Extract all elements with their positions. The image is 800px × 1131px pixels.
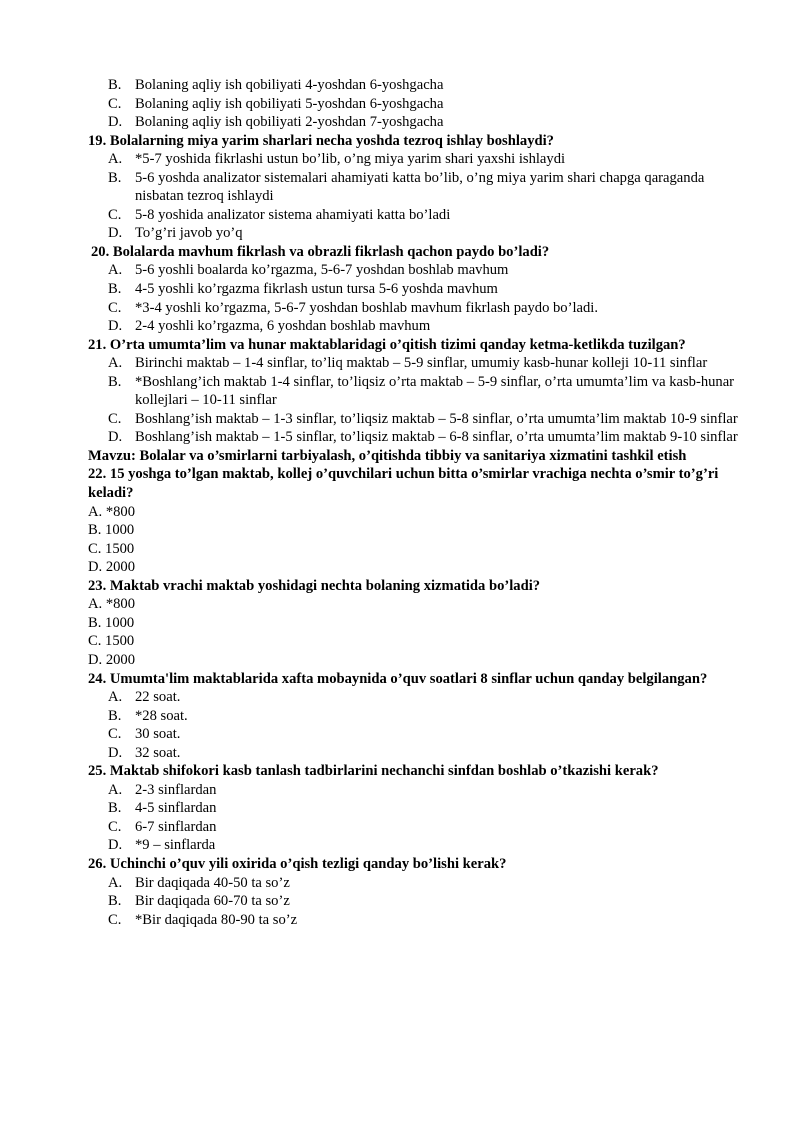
answer-option — [108, 707, 743, 726]
option-letter: B. — [108, 77, 122, 93]
answer-option: C. 1500 — [88, 633, 135, 650]
option-text: *28 soat. — [135, 707, 188, 724]
option-text: 32 soat. — [135, 744, 181, 761]
option-text: Bir daqiqada 60-70 ta so’z — [135, 893, 290, 910]
answer-option: A. *800 — [88, 503, 136, 520]
option-letter: D. — [108, 114, 123, 131]
option-letter: C. — [108, 410, 122, 427]
answer-option — [108, 428, 743, 447]
option-letter: C. — [108, 95, 122, 112]
option-letter: C. — [108, 299, 122, 316]
option-letter: B. — [108, 281, 122, 298]
option-text: 5-6 yoshli boalarda ko’rgazma, 5-6-7 yoshdan boshlab mavhum — [135, 262, 509, 279]
option-text: Bir daqiqada 40-50 ta so’z — [135, 874, 290, 891]
answer-option — [108, 799, 743, 818]
question-heading: 19. Bolalarning miya yarim sharlari necha yoshda tezroq ishlay boshlaydi? — [88, 132, 554, 149]
option-text: *5-7 yoshida fikrlashi ustun bo’lib, o’ng miya yarim shari yaxshi ishlaydi — [135, 151, 566, 168]
answer-option — [108, 911, 743, 930]
answer-option — [108, 373, 743, 410]
option-letter: C. — [108, 726, 122, 743]
option-letter: D. — [108, 744, 123, 761]
answer-option — [108, 95, 743, 114]
answer-option — [108, 410, 743, 429]
answer-option — [108, 892, 743, 911]
answer-option — [108, 781, 743, 800]
option-text: 22 soat. — [135, 689, 181, 706]
answer-option — [108, 150, 743, 169]
topic-heading: Mavzu: Bolalar va o’smirlarni tarbiyalash, o’qitishda tibbiy va sanitariya xizmatini tashkil etish — [88, 447, 687, 464]
option-letter: C. — [108, 818, 122, 835]
option-letter: B. — [108, 169, 122, 186]
option-letter: B. — [108, 893, 122, 910]
answer-option — [108, 261, 743, 280]
option-text: *3-4 yoshli ko’rgazma, 5-6-7 yoshdan boshlab mavhum fikrlash paydo bo’ladi. — [135, 299, 598, 316]
question-heading: 25. Maktab shifokori kasb tanlash tadbirlarini nechanchi sinfdan boshlab o’tkazishi kerak? — [88, 763, 659, 780]
option-letter: C. — [108, 206, 122, 223]
option-text: *Bir daqiqada 80-90 ta so’z — [135, 911, 298, 928]
option-text: 2-4 yoshli ko’rgazma, 6 yoshdan boshlab mavhum — [135, 318, 431, 335]
option-text: Bolaning aqliy ish qobiliyati 4-yoshdan 6-yoshgacha — [135, 77, 444, 93]
option-text: 4-5 yoshli ko’rgazma fikrlash ustun tursa 5-6 yoshda mavhum — [135, 281, 498, 298]
question-heading: 20. Bolalarda mavhum fikrlash va obrazli fikrlash qachon paydo bo’ladi? — [91, 243, 550, 260]
option-text: Boshlang’ish maktab – 1-5 sinflar, to’liqsiz maktab – 6-8 sinflar, o’rta umumta’lim maktab 9-10 sinflar — [135, 429, 738, 446]
option-text: To’g’ri javob yo’q — [135, 225, 243, 242]
answer-option — [108, 688, 743, 707]
option-text: Birinchi maktab – 1-4 sinflar, to’liq maktab – 5-9 sinflar, umumiy kasb-hunar kolleji 10-11 sinflar — [135, 355, 708, 372]
answer-option — [108, 280, 743, 299]
option-letter: A. — [108, 262, 123, 279]
option-letter: A. — [108, 689, 123, 706]
option-letter: B. — [108, 800, 122, 817]
option-text: 5-6 yoshda analizator sistemalari ahamiyati katta bo’lib, o’ng miya yarim shari chapga qaraganda nisbatan tezroq ishlaydi — [135, 169, 705, 205]
answer-option: D. 2000 — [88, 651, 136, 668]
answer-option — [108, 206, 743, 225]
option-letter: D. — [108, 429, 123, 446]
answer-option: A. *800 — [88, 596, 136, 613]
option-text: Boshlang’ish maktab – 1-3 sinflar, to’liqsiz maktab – 5-8 sinflar, o’rta umumta’lim maktab 10-9 sinflar — [135, 410, 738, 427]
option-letter: D. — [108, 837, 123, 854]
option-letter: A. — [108, 781, 123, 798]
answer-option — [108, 354, 743, 373]
question-heading: 23. Maktab vrachi maktab yoshidagi nechta bolaning xizmatida bo’ladi? — [88, 577, 541, 594]
answer-option — [108, 224, 743, 243]
option-text: Bolaning aqliy ish qobiliyati 2-yoshdan 7-yoshgacha — [135, 114, 444, 131]
document-page — [0, 76, 800, 929]
question-heading: 21. O’rta umumta’lim va hunar maktablaridagi o’qitish tizimi qanday ketma-ketlikda tuzilgan? — [88, 336, 686, 353]
option-letter: A. — [108, 355, 123, 372]
answer-option: B. 1000 — [88, 522, 135, 539]
answer-option — [108, 113, 743, 132]
answer-option — [108, 725, 743, 744]
answer-option: D. 2000 — [88, 559, 136, 576]
option-letter: C. — [108, 911, 122, 928]
answer-option — [108, 874, 743, 893]
question-heading: 24. Umumta'lim maktablarida xafta mobaynida o’quv soatlari 8 sinflar uchun qanday belgilangan? — [88, 670, 708, 687]
option-letter: B. — [108, 373, 122, 390]
answer-option — [108, 169, 743, 206]
option-letter: A. — [108, 874, 123, 891]
option-text: 30 soat. — [135, 726, 181, 743]
answer-option — [108, 317, 743, 336]
answer-option: B. 1000 — [88, 614, 135, 631]
option-letter: A. — [108, 151, 123, 168]
option-text: Bolaning aqliy ish qobiliyati 5-yoshdan 6-yoshgacha — [135, 95, 444, 112]
option-text: 5-8 yoshida analizator sistema ahamiyati katta bo’ladi — [135, 206, 451, 223]
answer-option — [108, 76, 743, 95]
answer-option — [108, 299, 743, 318]
option-letter: D. — [108, 318, 123, 335]
question-heading: 22. 15 yoshga to’lgan maktab, kollej o’quvchilari uchun bitta o’smirlar vrachiga nechta o’smir to’g’ri keladi? — [88, 466, 719, 502]
answer-option — [108, 818, 743, 837]
option-text: 2-3 sinflardan — [135, 781, 217, 798]
option-letter: B. — [108, 707, 122, 724]
option-letter: D. — [108, 225, 123, 242]
question-heading: 26. Uchinchi o’quv yili oxirida o’qish tezligi qanday bo’lishi kerak? — [88, 855, 507, 872]
option-text: 4-5 sinflardan — [135, 800, 217, 817]
answer-option: C. 1500 — [88, 540, 135, 557]
answer-option — [108, 836, 743, 855]
option-text: 6-7 sinflardan — [135, 818, 217, 835]
answer-option — [108, 744, 743, 763]
option-text: *9 – sinflarda — [135, 837, 216, 854]
option-text: *Boshlang’ich maktab 1-4 sinflar, to’liqsiz o’rta maktab – 5-9 sinflar, o’rta umumta’lim va kasb-hunar kollejlari – 10-11 sinflar — [135, 373, 735, 409]
